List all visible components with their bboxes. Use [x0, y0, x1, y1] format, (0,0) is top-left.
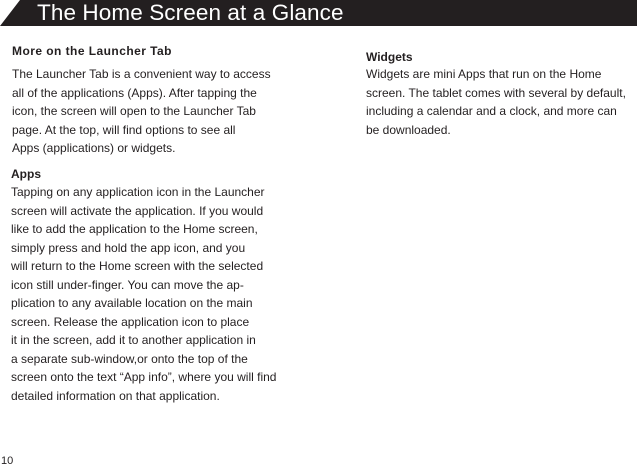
paragraph-line: detailed information on that application. — [11, 388, 220, 403]
page-number: 10 — [1, 455, 14, 467]
paragraph-line: it in the screen, add it to another application in — [11, 333, 256, 347]
paragraph-line: a separate sub-window,or onto the top of the — [11, 351, 248, 366]
launcher-tab-paragraph — [12, 65, 271, 158]
page-title: The Home Screen at a Glance — [37, 0, 344, 25]
paragraph-line: all of the applications (Apps). After tapping the — [12, 85, 257, 100]
paragraph-line: like to add the application to the Home screen, — [11, 222, 258, 236]
paragraph-line: Tapping on any application icon in the Launcher — [11, 185, 265, 199]
paragraph-line: icon still under-finger. You can move the ap- — [11, 277, 244, 292]
paragraph-line: Widgets are mini Apps that run on the Home — [366, 67, 602, 81]
paragraph-line: screen. Release the application icon to place — [11, 314, 250, 329]
paragraph-line: including a calendar and a clock, and more can — [366, 104, 617, 118]
widgets-heading: Widgets — [366, 50, 413, 64]
paragraph-line: screen will activate the application. If you would — [11, 203, 264, 218]
paragraph-line: simply press and hold the app icon, and you — [11, 240, 246, 255]
launcher-tab-heading: More on the Launcher Tab — [12, 44, 172, 58]
paragraph-line: will return to the Home screen with the selected — [11, 259, 264, 273]
paragraph-line: be downloaded. — [366, 122, 451, 137]
paragraph-line: plication to any available location on the main — [11, 296, 253, 310]
paragraph-line: Apps (applications) or widgets. — [12, 141, 176, 155]
apps-paragraph — [11, 183, 276, 405]
paragraph-line: screen. The tablet comes with several by default, — [366, 85, 626, 100]
widgets-paragraph — [366, 65, 626, 139]
paragraph-line: icon, the screen will open to the Launcher Tab — [12, 104, 256, 118]
paragraph-line: The Launcher Tab is a convenient way to access — [12, 67, 271, 81]
apps-heading: Apps — [11, 167, 41, 181]
paragraph-line: screen onto the text “App info”, where you will find — [11, 370, 277, 384]
paragraph-line: page. At the top, will find options to see all — [12, 122, 236, 137]
title-banner — [0, 0, 637, 26]
